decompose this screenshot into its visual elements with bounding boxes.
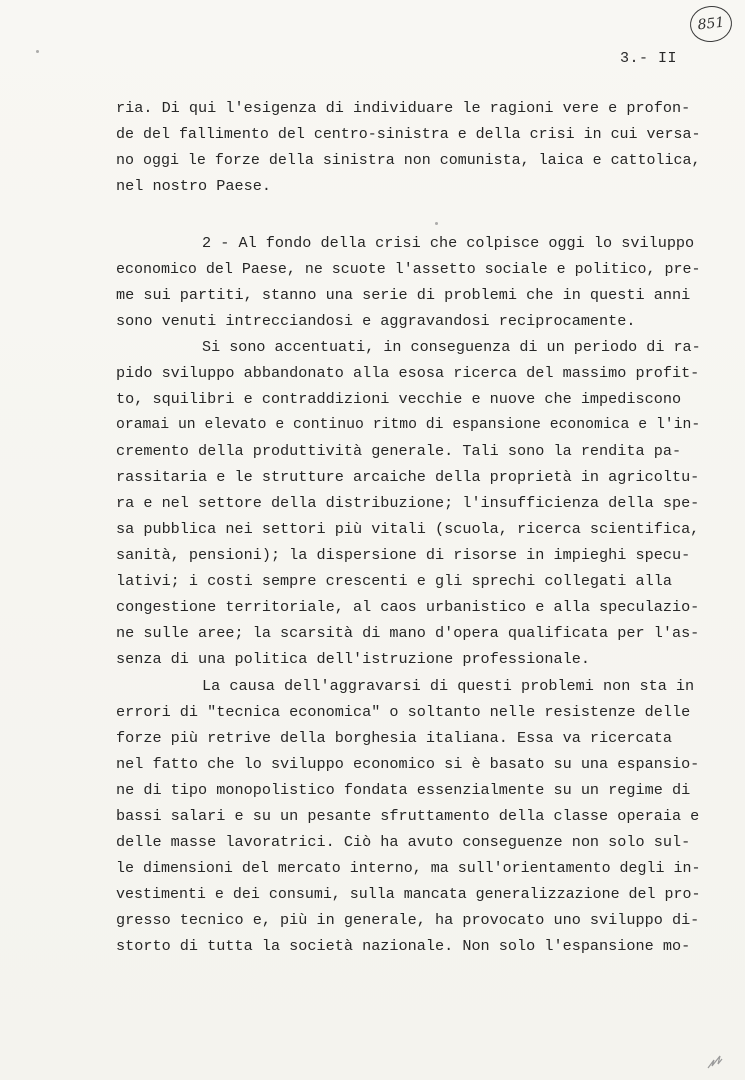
text-line: rassitaria e le strutture arcaiche della proprietà in agricoltu-: [116, 468, 700, 486]
text-line: gresso tecnico e, più in generale, ha provocato uno sviluppo di-: [116, 911, 700, 929]
text-line: pido sviluppo abbandonato alla esosa ricerca del massimo profit-: [116, 364, 700, 382]
text-line: de del fallimento del centro-sinistra e della crisi in cui versa-: [116, 126, 701, 143]
text-line: senza di una politica dell'istruzione professionale.: [116, 650, 590, 668]
text-line: cremento della produttività generale. Tali sono la rendita pa-: [116, 442, 682, 460]
text-line: vestimenti e dei consumi, sulla mancata generalizzazione del pro-: [116, 886, 701, 903]
archive-number-stamp: [688, 4, 734, 44]
text-line: economico del Paese, ne scuote l'assetto sociale e politico, pre-: [116, 261, 701, 278]
scan-speck: [36, 50, 39, 53]
text-line: 2 - Al fondo della crisi che colpisce oggi lo sviluppo: [202, 234, 695, 252]
text-line: ra e nel settore della distribuzione; l'insufficienza della spe-: [116, 494, 700, 512]
text-line: ne di tipo monopolistico fondata essenzialmente su un regime di: [116, 781, 691, 799]
text-line: oramai un elevato e continuo ritmo di espansione economica e l'in-: [116, 417, 701, 433]
text-line: storto di tutta la società nazionale. Non solo l'espansione mo-: [116, 937, 691, 955]
corner-scribble-icon: [706, 1050, 724, 1070]
scan-speck: [435, 222, 438, 225]
archive-number: 851: [696, 14, 726, 34]
text-line: le dimensioni del mercato interno, ma sull'orientamento degli in-: [116, 860, 701, 877]
text-line: to, squilibri e contraddizioni vecchie e nuove che impediscono: [116, 390, 682, 408]
text-line: congestione territoriale, al caos urbanistico e alla speculazio-: [116, 598, 700, 616]
text-line: sono venuti intrecciandosi e aggravandosi reciprocamente.: [116, 312, 636, 330]
text-line: La causa dell'aggravarsi di questi problemi non sta in: [202, 677, 695, 695]
text-line: ria. Di qui l'esigenza di individuare le ragioni vere e profon-: [116, 99, 691, 117]
text-line: Si sono accentuati, in conseguenza di un periodo di ra-: [202, 338, 701, 356]
text-line: sanità, pensioni); la dispersione di risorse in impieghi specu-: [116, 546, 691, 564]
text-line: me sui partiti, stanno una serie di problemi che in questi anni: [116, 286, 691, 304]
text-line: no oggi le forze della sinistra non comunista, laica e cattolica,: [116, 152, 701, 169]
text-line: forze più retrive della borghesia italiana. Essa va ricercata: [116, 729, 672, 747]
text-line: errori di "tecnica economica" o soltanto nelle resistenze delle: [116, 703, 691, 721]
text-line: ne sulle aree; la scarsità di mano d'opera qualificata per l'as-: [116, 624, 700, 642]
text-line: bassi salari e su un pesante sfruttamento della classe operaia e: [116, 807, 700, 825]
text-line: nel fatto che lo sviluppo economico si è basato su una espansio-: [116, 755, 700, 773]
page-number: 3.- II: [620, 50, 678, 67]
text-line: lativi; i costi sempre crescenti e gli sprechi collegati alla: [116, 572, 672, 590]
text-line: sa pubblica nei settori più vitali (scuola, ricerca scientifica,: [116, 520, 700, 538]
text-line: nel nostro Paese.: [116, 177, 271, 195]
text-line: delle masse lavoratrici. Ciò ha avuto conseguenze non solo sul-: [116, 833, 691, 851]
